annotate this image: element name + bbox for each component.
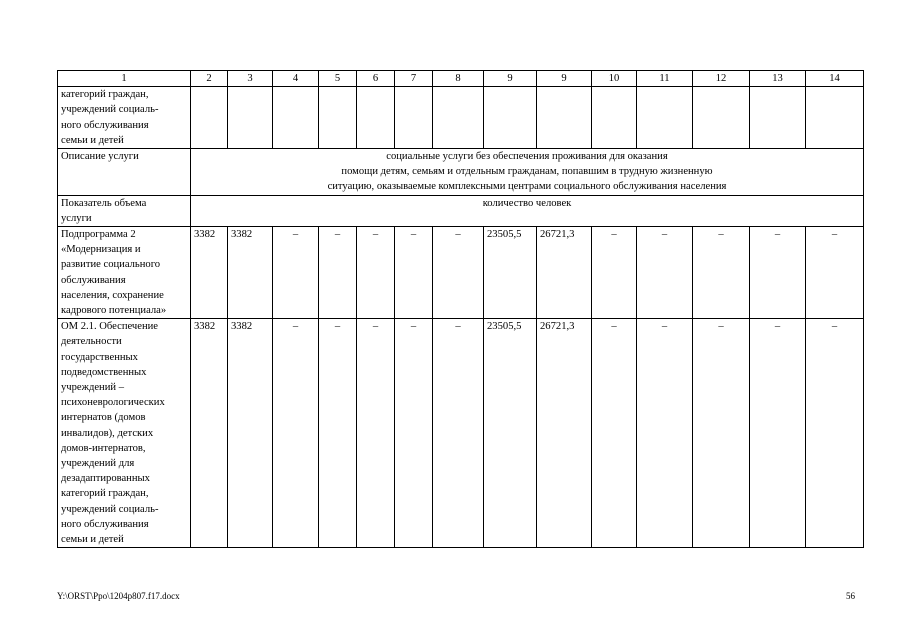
- table-cell: 3382: [191, 319, 228, 548]
- volume-indicator: количество человек: [191, 195, 864, 226]
- column-header: 3: [228, 71, 273, 87]
- table-cell: [357, 87, 395, 149]
- footer-file-path: Y:\ORST\Ppo\1204p807.f17.docx: [57, 591, 180, 601]
- column-header: 2: [191, 71, 228, 87]
- service-description: социальные услуги без обеспечения проживания для оказания помощи детям, семьям и отдельным гражданам, попавшим в трудную жизненную ситуацию, оказываемые комплексными центрами социального обслуживания населения: [191, 149, 864, 196]
- table-cell: 23505,5: [484, 319, 537, 548]
- table-cell: –: [433, 227, 484, 319]
- column-header: 9: [484, 71, 537, 87]
- table-header-row: [58, 71, 864, 87]
- table-cell: –: [319, 227, 357, 319]
- table-cell: [228, 87, 273, 149]
- data-table: [57, 70, 864, 548]
- table-cell: [637, 87, 693, 149]
- table-row: [58, 149, 864, 196]
- table-cell: –: [693, 319, 750, 548]
- column-header: 11: [637, 71, 693, 87]
- page-number: 56: [846, 591, 855, 601]
- table-cell: 26721,3: [537, 319, 592, 548]
- table-cell: –: [357, 227, 395, 319]
- table-cell: 3382: [228, 227, 273, 319]
- column-header: 6: [357, 71, 395, 87]
- table-cell: 3382: [228, 319, 273, 548]
- table-cell: –: [273, 227, 319, 319]
- table-cell: –: [750, 319, 806, 548]
- table-cell: –: [433, 319, 484, 548]
- column-header: 14: [806, 71, 864, 87]
- table-cell: –: [592, 319, 637, 548]
- table-cell: –: [806, 319, 864, 548]
- column-header: 8: [433, 71, 484, 87]
- table-cell: –: [395, 227, 433, 319]
- table-cell: [395, 87, 433, 149]
- table-cell: [537, 87, 592, 149]
- row-label: категорий граждан, учреждений социаль- ного обслуживания семьи и детей: [58, 87, 191, 149]
- table-cell: –: [592, 227, 637, 319]
- column-header: 9: [537, 71, 592, 87]
- column-header: 4: [273, 71, 319, 87]
- table-cell: [319, 87, 357, 149]
- table-row: [58, 87, 864, 149]
- table-cell: –: [319, 319, 357, 548]
- row-label: Описание услуги: [58, 149, 191, 196]
- column-header: 7: [395, 71, 433, 87]
- table-cell: [273, 87, 319, 149]
- table-cell: –: [395, 319, 433, 548]
- table-cell: [592, 87, 637, 149]
- column-header: 12: [693, 71, 750, 87]
- row-label: Подпрограмма 2 «Модернизация и развитие социального обслуживания населения, сохранение кадрового потенциала»: [58, 227, 191, 319]
- column-header: 1: [58, 71, 191, 87]
- table-cell: –: [806, 227, 864, 319]
- table-cell: –: [357, 319, 395, 548]
- row-label: ОМ 2.1. Обеспечение деятельности государственных подведомственных учреждений – психоневрологических интернатов (домов инвалидов), детских домов-интернатов, учреждений для дезадаптированных категорий граждан, учреждений социаль- ного обслуживания семьи и детей: [58, 319, 191, 548]
- table-cell: [191, 87, 228, 149]
- column-header: 5: [319, 71, 357, 87]
- table-cell: 26721,3: [537, 227, 592, 319]
- table-cell: –: [273, 319, 319, 548]
- table-cell: 23505,5: [484, 227, 537, 319]
- column-header: 10: [592, 71, 637, 87]
- table-cell: –: [693, 227, 750, 319]
- table-cell: 3382: [191, 227, 228, 319]
- table-cell: –: [637, 319, 693, 548]
- table-cell: [484, 87, 537, 149]
- table-cell: [806, 87, 864, 149]
- table-row: [58, 195, 864, 226]
- table-row: [58, 227, 864, 319]
- table-cell: –: [750, 227, 806, 319]
- table-cell: [750, 87, 806, 149]
- column-header: 13: [750, 71, 806, 87]
- table-row: [58, 319, 864, 548]
- row-label: Показатель объема услуги: [58, 195, 191, 226]
- table-cell: [433, 87, 484, 149]
- table-cell: [693, 87, 750, 149]
- table-cell: –: [637, 227, 693, 319]
